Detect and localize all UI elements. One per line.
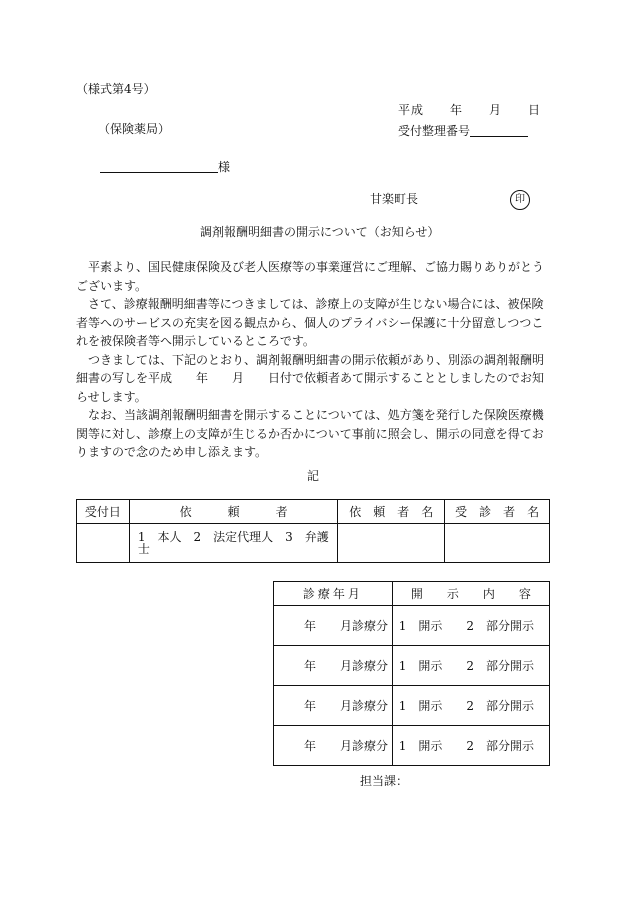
period-cell: 年 月診療分 xyxy=(274,726,393,766)
body-line: ございます。 xyxy=(76,278,148,293)
content-cell: 1 開示 2 部分開示 xyxy=(392,686,549,726)
period-cell: 年 月診療分 xyxy=(274,606,393,646)
addressee-blank xyxy=(100,159,218,173)
header-treatment-period: 診療年月 xyxy=(274,582,393,606)
body-text xyxy=(76,258,554,462)
form-number: （様式第4号） xyxy=(76,82,156,96)
receipt-number xyxy=(398,123,528,137)
body-line: 細書の写しを平成 年 月 日付で依頼者あて開示することとしましたのでお知 xyxy=(76,371,545,385)
body-line: れを被保険者等へ開示しているところです。 xyxy=(76,334,315,348)
table-row xyxy=(274,726,550,766)
receipt-date-cell xyxy=(77,524,130,563)
header-patient-name: 受 診 者 名 xyxy=(445,500,550,524)
seal-mark: 印 xyxy=(510,190,530,210)
table-row xyxy=(274,646,550,686)
header-receipt-date: 受付日 xyxy=(77,500,130,524)
recipient-org: （保険薬局） xyxy=(98,122,171,136)
body-line: なお、当該調剤報酬明細書を開示することについては、処方箋を発行した保険医療機 xyxy=(76,408,544,422)
period-cell: 年 月診療分 xyxy=(274,646,393,686)
patient-name-cell xyxy=(445,524,550,563)
request-table xyxy=(76,499,550,563)
receipt-number-label: 受付整理番号 xyxy=(398,124,471,138)
document-title: 調剤報酬明細書の開示について（お知らせ） xyxy=(200,225,440,239)
body-line: つきましては、下記のとおり、調剤報酬明細書の開示依頼があり、別添の調剤報酬明 xyxy=(76,352,545,367)
table-row xyxy=(274,606,550,646)
sender: 甘楽町長 xyxy=(370,192,419,206)
addressee xyxy=(100,159,230,173)
header-requester: 依 頼 者 xyxy=(129,500,338,524)
date-line: 平成 年 月 日 xyxy=(398,103,542,117)
body-line: さて、診療報酬明細書等につきましては、診療上の支障が生じない場合には、被保険 xyxy=(76,297,544,311)
header-requester-name: 依 頼 者 名 xyxy=(338,500,445,524)
addressee-suffix: 様 xyxy=(218,160,231,174)
content-cell: 1 開示 2 部分開示 xyxy=(392,606,549,646)
table-row xyxy=(274,686,550,726)
requester-options-cell: 1 本人 2 法定代理人 3 弁護士 xyxy=(129,524,338,563)
disclosure-table xyxy=(273,581,550,766)
requester-name-cell xyxy=(338,524,445,563)
content-cell: 1 開示 2 部分開示 xyxy=(392,646,549,686)
body-line: 平素より、国民健康保険及び老人医療等の事業運営にご理解、ご協力賜りありがとう xyxy=(76,260,545,274)
receipt-number-blank xyxy=(470,123,528,137)
contact-label: 担当課： xyxy=(360,774,409,788)
body-line: らせします。 xyxy=(76,389,147,404)
body-line: 関等に対し、診療上の支障が生じるか否かについて事前に照会し、開示の同意を得てお xyxy=(76,426,544,441)
header-disclosure-content: 開 示 内 容 xyxy=(392,582,549,606)
period-cell: 年 月診療分 xyxy=(274,686,393,726)
content-cell: 1 開示 2 部分開示 xyxy=(392,726,549,766)
body-line: 者等へのサービスの充実を図る観点から、個人のプライバシー保護に十分留意しつつこ xyxy=(76,315,544,330)
ki-label: 記 xyxy=(307,469,320,483)
body-line: りますので念のため申し添えます。 xyxy=(76,445,268,459)
